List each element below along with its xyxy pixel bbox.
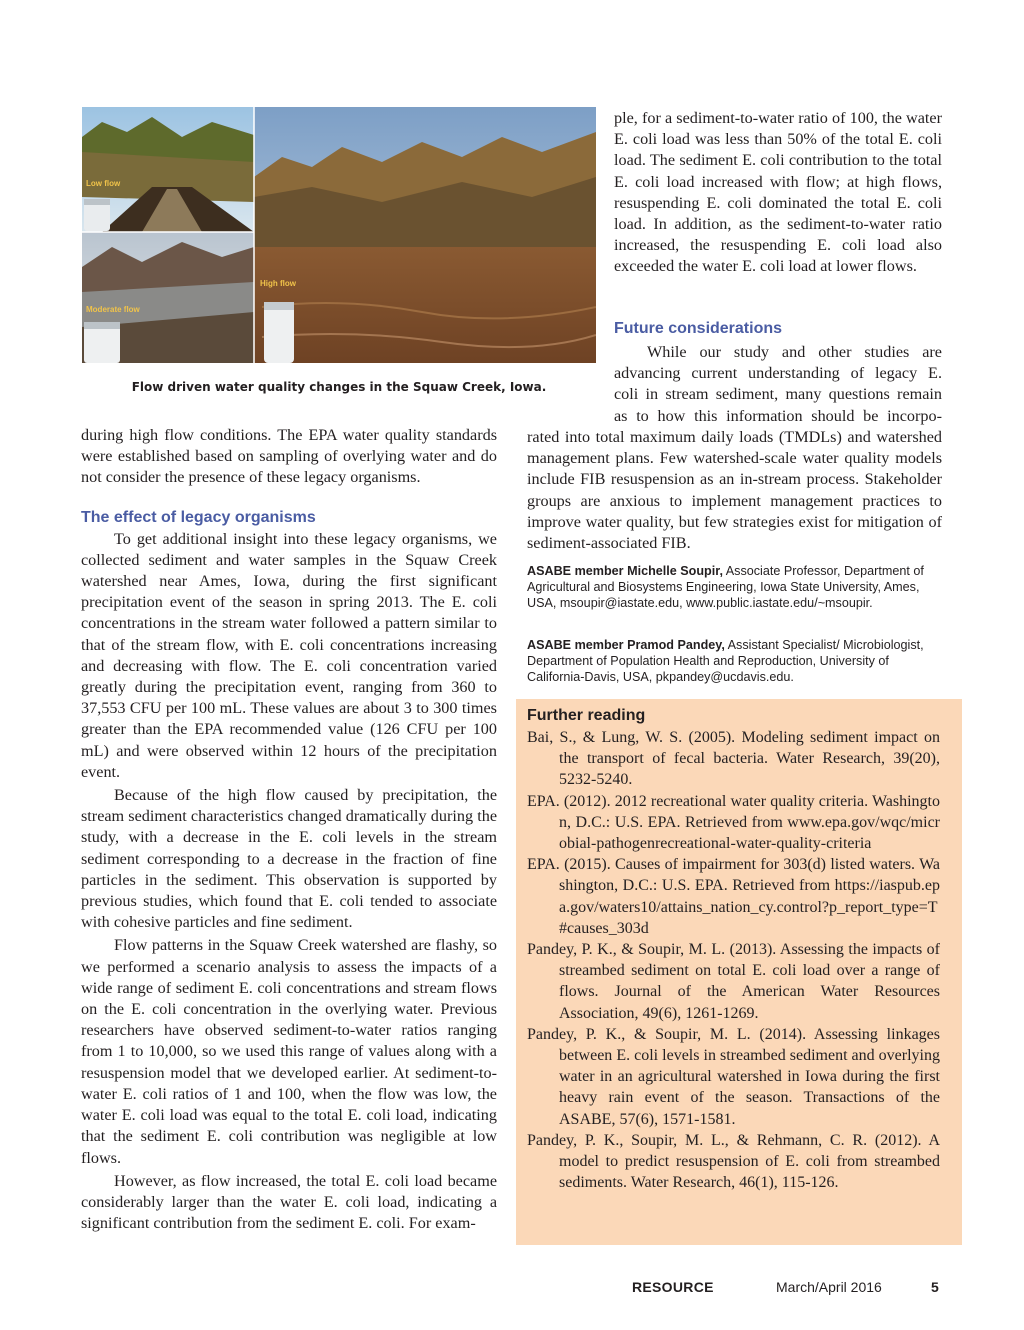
future-considerations-wrap-text [614,342,942,427]
author-bio-1 [527,563,942,611]
author-bio-2 [527,637,942,685]
left-intro-text: during high flow conditions. The EPA water quality standards were established based on sampling of overlying water and do not consider the presence of these legacy organisms. [81,426,497,487]
author-1-name: ASABE member Michelle Soupir, [527,564,723,578]
author-1-detail: Associate Professor, Department of Agricultural and Biosystems Engineering, Iowa State University, Ames, USA, msoupir@iastate.edu, www.public.iastate.edu/~msoupir. [527,564,924,610]
reference-item: Pandey, P. K., & Soupir, M. L. (2013). Assessing the impacts of streambed sediment on total E. coli load over a range of flows. Journal of the American Water Resources Association, 49(6), 1261-1269. [527,941,940,1022]
author-2-detail: Assistant Specialist/ Microbiologist, Department of Population Health and Reproduction, University of California-Davis, USA, pkpandey@ucdavis.edu. [527,638,924,684]
future-line-3: coli in stream sediment, many questions remain [614,385,942,404]
future-line-4: as to how this information should be incorpo- [614,406,942,425]
high-flow-label: High flow [260,279,296,288]
figure-caption: Flow driven water quality changes in the Squaw Creek, Iowa. [131,380,547,394]
right-column-top-text: ple, for a sediment-to-water ratio of 100, the water E. coli load was less than 50% of the total E. coli load. The sediment E. coli contribution to the total E. coli load increased with flow; at high flows, resuspending E. coli dominated the total E. coli load. In addition, as the sediment-to-water ratio increased, the resuspending E. coli load also exceeded the water E. coli load at lower flows. [614,109,942,276]
high-flow-photo [254,107,596,363]
legacy-paragraph-4: However, as flow increased, the total E. coli load became considerably larger than the water E. coli load, indicating a significant contribution from the sediment E. coli. For exam- [81,1171,497,1233]
future-line-2: advancing current understanding of legacy E. [614,364,942,383]
reference-item: EPA. (2012). 2012 recreational water quality criteria. Washington, D.C.: U.S. EPA. Retrieved from www.epa.gov/wqc/microbial-pathogenrecreational-water-quality-criteria [527,792,940,853]
footer-magazine: RESOURCE [632,1279,714,1295]
future-considerations-text: rated into total maximum daily loads (TMDLs) and watershed management plans. Few watershed-scale water quality models include FIB resuspension as an in-stream process. Stakeholder groups are anxious to implement management practices to improve water quality, but few strategies exist for mitigation of sediment-associated FIB. [527,428,942,553]
low-flow-photo [82,107,254,232]
figure [82,107,596,363]
future-considerations-heading: Future considerations [614,320,783,337]
future-line-1: While our study and other studies are [647,343,942,361]
legacy-organisms-heading: The effect of legacy organisms [81,508,316,526]
legacy-paragraph-2: Because of the high flow caused by precipitation, the stream sediment characteristics changed dramatically during the study, with a decrease in the E. coli levels in the stream sediment corresponding to a decrease in the fraction of fine particles in the sediment. This observation is supported by previous studies, which found that E. coli tended to associate with cohesive particles and fine sediment. [81,786,497,932]
figure-photo-collage [82,107,596,363]
further-reading-box [516,699,962,1245]
reference-item: EPA. (2015). Causes of impairment for 303(d) listed waters. Washington, D.C.: U.S. EPA. Retrieved from https://iaspub.epa.gov/waters10/attains_nation_cy.control?p_report_type=T#causes_303d [527,856,940,937]
reference-item: Pandey, P. K., & Soupir, M. L. (2014). Assessing linkages between E. coli levels in streambed sediment and overlying water in an agricultural watershed in Iowa during the first heavy rain event of the season. Transactions of the ASABE, 57(6), 1571-1581. [527,1025,940,1128]
low-flow-label: Low flow [86,179,121,188]
reference-item: Pandey, P. K., Soupir, M. L., & Rehmann, C. R. (2012). A model to predict resuspension of E. coli from streambed sediments. Water Research, 46(1), 115-126. [527,1131,940,1192]
legacy-paragraph-3: Flow patterns in the Squaw Creek watershed are flashy, so we performed a scenario analysis to assess the impacts of a wide range of sediment E. coli concentrations and stream flows on the E. coli concentration in the overlying water. Previous researchers have observed sediment-to-water ratios ranging from 1 to 10,000, so we used this range of values along with a resuspension model that we developed earlier. At sediment-to-water E. coli ratios of 1 and 100, when the flow was low, the water E. coli load was equal to the total E. coli load, indicating that the sediment E. coli contribution was negligible at low flows. [81,936,497,1167]
moderate-flow-label: Moderate flow [86,305,140,314]
left-column [81,425,497,1234]
legacy-paragraph-1: To get additional insight into these legacy organisms, we collected sediment and water samples in the Squaw Creek watershed near Ames, Iowa, during the first significant precipitation event of the season in spring 2013. The E. coli concentrations in the stream water followed a pattern similar to that of the stream flow, with E. coli concentrations increasing and decreasing with flow. The E. coli concentration varied greatly during the precipitation event, ranging from 360 to 37,553 CFU per 100 mL. These values are about 3 to 300 times greater than the EPA recommended value (126 CFU per 100 mL) and were observed within 12 hours of the precipitation event. [81,529,497,781]
reference-item: Bai, S., & Lung, W. S. (2005). Modeling sediment impact on the transport of fecal bacteria. Water Research, 39(20), 5232-5240. [527,729,940,789]
footer-page-number: 5 [931,1279,939,1295]
footer-issue: March/April 2016 [776,1279,882,1295]
moderate-flow-photo [82,232,254,363]
further-reading-heading: Further reading [527,707,646,724]
author-2-name: ASABE member Pramod Pandey, [527,638,725,652]
